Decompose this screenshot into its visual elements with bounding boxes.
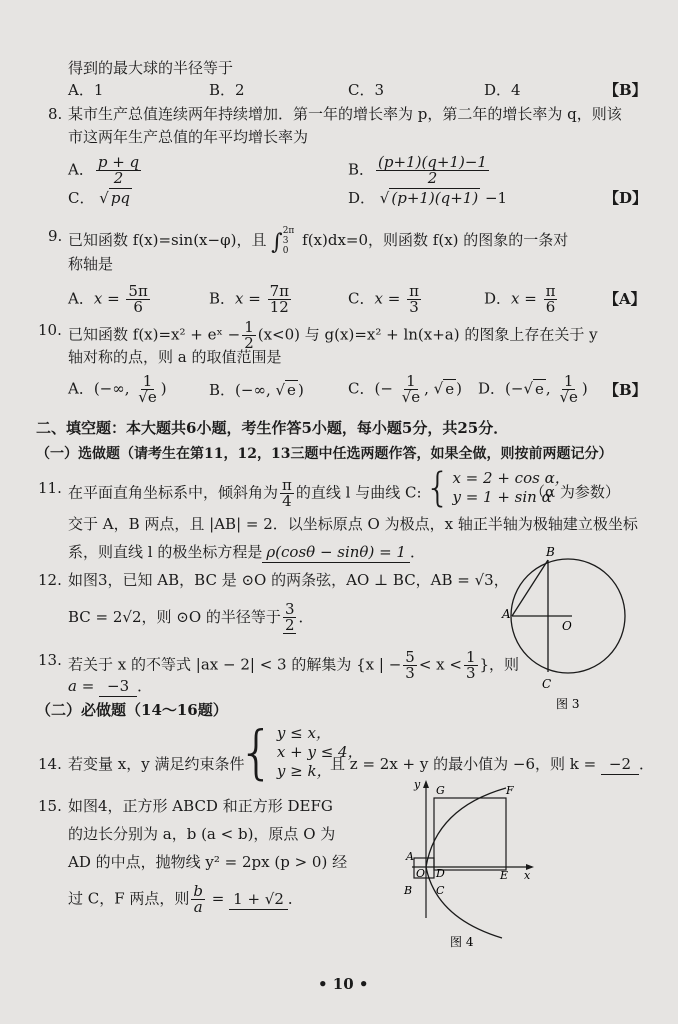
- label-d4: D: [436, 867, 445, 880]
- figure-4: [392, 778, 542, 950]
- figure-3-caption: 图 3: [556, 697, 580, 711]
- label-f: F: [506, 784, 514, 797]
- label-g: G: [436, 784, 445, 797]
- label-c4: C: [436, 884, 445, 897]
- parabola-curve: [426, 788, 509, 938]
- chord-ab: [512, 560, 548, 616]
- q14-number: 14.: [38, 755, 62, 773]
- q11-number: 11.: [38, 479, 62, 497]
- q8-line2: 市这两年生产总值的年平均增长率为: [68, 128, 309, 146]
- q13-answer: −3: [99, 676, 137, 697]
- q9-number: 9.: [48, 227, 63, 245]
- q10-number: 10.: [38, 321, 62, 339]
- q8-option-b: B． $\frac{(p+1)(q+1)-1}{2}$: [348, 153, 487, 187]
- q9-line1: 已知函数 f(x)=sin(x−φ)，且 ∫ 2π 3 0 f(x)dx=0，则函数 f(x) 的图象的一条对: [68, 226, 569, 256]
- q7-option-c: C．3: [348, 81, 385, 99]
- q11-param-note: （α 为参数）: [530, 483, 620, 501]
- q11-line1: 在平面直角坐标系中，倾斜角为 $\frac{\pi}{4}$ 的直线 l 与曲线 C:: [68, 476, 422, 510]
- q8-option-c: C． √ pq: [68, 189, 131, 207]
- q12-line2: BC = 2√2，则 ⊙O 的半径等于 $\frac{3}{2}$ ．: [68, 600, 314, 634]
- q10-line2: 轴对称的点，则 a 的取值范围是: [68, 348, 282, 366]
- label-o: O: [562, 619, 572, 633]
- q9-option-c: C．x = $\frac{\pi}{3}$: [348, 282, 419, 316]
- q13-line2: a = −3 ．: [68, 677, 153, 695]
- y-arrow-icon: [423, 780, 429, 788]
- square-defg: [434, 798, 506, 870]
- q8-number: 8.: [48, 105, 63, 123]
- label-c: C: [542, 677, 552, 691]
- q7-tail: 得到的最大球的半径等于: [68, 59, 234, 77]
- q9-answer: 【A】: [604, 290, 646, 308]
- q11-line3: 系，则直线 l 的极坐标方程是 ρ(cosθ − sinθ) = 1 ．: [68, 543, 425, 561]
- section2-sub2: （二）必做题（14～16题）: [36, 701, 228, 719]
- label-b: B: [546, 545, 555, 559]
- figure-4-caption: 图 4: [450, 935, 474, 949]
- q12-line1: 如图3，已知 AB，BC 是 ⊙O 的两条弦，AO ⊥ BC，AB = √3，: [68, 571, 509, 589]
- label-x: x: [524, 869, 531, 882]
- q15-line1: 如图4，正方形 ABCD 和正方形 DEFG: [68, 797, 333, 815]
- q11-answer: ρ(cosθ − sinθ) = 1: [262, 542, 410, 563]
- label-e4: E: [500, 869, 509, 882]
- q15-line4: 过 C，F 两点，则 $\frac{b}{a}$ = 1 + √2 ．: [68, 882, 303, 916]
- q9-option-d: D．x = $\frac{\pi}{6}$: [484, 282, 556, 316]
- q11-system: { x = 2 + cos α， y = 1 + sin α: [425, 465, 570, 511]
- q12-number: 12.: [38, 571, 62, 589]
- q13-line1: 若关于 x 的不等式 |ax − 2| < 3 的解集为 {x | − $\frac{5}{3}$ < x < $\frac{1}{3}$ }，则: [68, 648, 520, 682]
- q10-option-c: C．(− $\frac{1}{√e}$ , √ e ): [348, 372, 462, 406]
- q8-line1: 某市生产总值连续两年持续增加．第一年的增长率为 p，第二年的增长率为 q，则该: [68, 105, 622, 123]
- q7-option-a: A．1: [68, 81, 104, 99]
- q14-line: 若变量 x，y 满足约束条件: [68, 755, 245, 773]
- q10-option-d: D．(−√ e , $\frac{1}{√e}$ ): [478, 372, 588, 406]
- label-y: y: [414, 778, 421, 791]
- q9-option-b: B．x = $\frac{7\pi}{12}$: [209, 282, 290, 316]
- label-b4: B: [404, 884, 413, 897]
- page-number: • 10 •: [318, 975, 369, 993]
- q14-line-b: 且 z = 2x + y 的最小值为 −6，则 k = −2 ．: [330, 755, 654, 773]
- q15-line2: 的边长分别为 a，b (a < b)，原点 O 为: [68, 825, 336, 843]
- q8-answer: 【D】: [604, 189, 648, 207]
- q14-answer: −2: [601, 754, 639, 775]
- q7-option-d: D．4: [484, 81, 521, 99]
- q10-option-a: A．(−∞, $\frac{1}{√e}$ ): [68, 372, 167, 406]
- q15-number: 15.: [38, 797, 62, 815]
- label-o4: O: [416, 867, 426, 880]
- q13-number: 13.: [38, 651, 62, 669]
- q9-option-a: A．x = $\frac{5\pi}{6}$: [68, 282, 148, 316]
- section2-sub1: （一）选做题（请考生在第11，12，13三题中任选两题作答，如果全做，则按前两题记分）: [36, 446, 613, 462]
- q10-line1: 已知函数 f(x)=x² + eˣ − $\frac{1}{2}$ (x<0) 与 g(x)=x² + ln(x+a) 的图象上存在关于 y: [68, 318, 598, 352]
- q9-line2: 称轴是: [68, 255, 114, 273]
- q11-line2: 交于 A，B 两点，且 |AB| = 2．以坐标原点 O 为极点，x 轴正半轴为极轴建立极坐标: [68, 515, 638, 533]
- q15-answer: 1 + √2: [229, 889, 288, 910]
- figure-3: [490, 542, 640, 712]
- q14-system: { y ≤ x， x + y ≤ 4， y ≥ k，: [238, 718, 363, 786]
- q10-answer: 【B】: [604, 381, 647, 399]
- q8-option-d: D． √ (p+1)(q+1) −1: [348, 189, 508, 207]
- q10-option-b: B．(−∞, √ e ): [209, 381, 304, 399]
- section2-title: 二、填空题：本大题共6小题，考生作答5小题，每小题5分，共25分．: [36, 419, 509, 437]
- label-a: A: [502, 607, 511, 621]
- q7-answer: 【B】: [604, 81, 647, 99]
- label-a4: A: [406, 850, 414, 863]
- q8-option-a: A． $\frac{p + q}{2}$: [68, 153, 140, 187]
- q15-line3: AD 的中点，抛物线 y² = 2px (p > 0) 经: [68, 853, 348, 871]
- q7-option-b: B．2: [209, 81, 245, 99]
